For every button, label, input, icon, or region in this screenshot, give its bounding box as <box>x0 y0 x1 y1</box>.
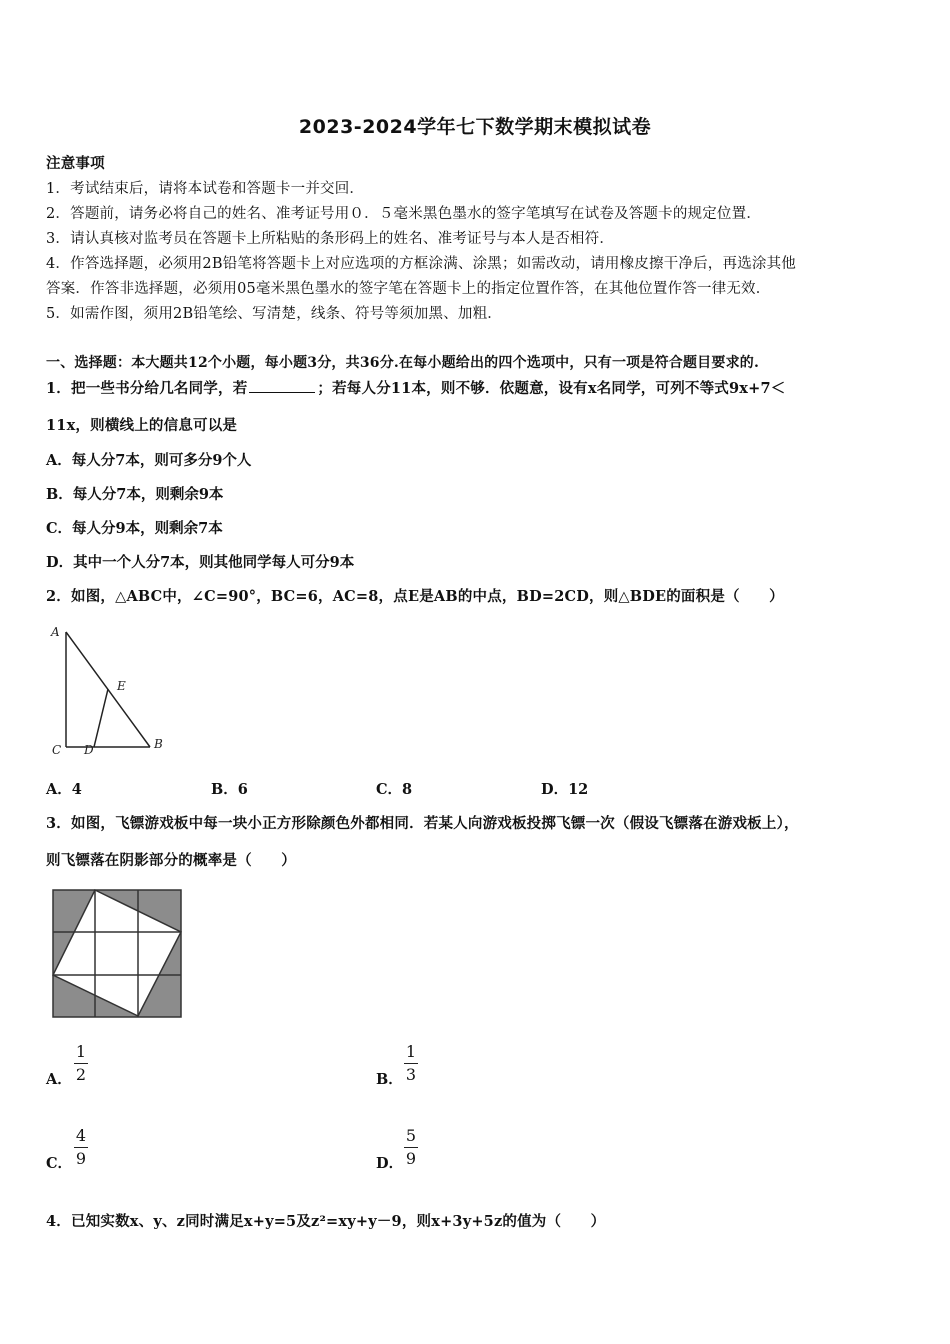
q1-option-c: C．每人分9本，则剩余7本 <box>46 520 223 537</box>
q3-option-d-label: D． <box>376 1155 404 1172</box>
section-heading: 一、选择题：本大题共12个小题，每小题3分，共36分.在每小题给出的四个选项中，只有一项是符合题目要求的. <box>46 355 760 371</box>
q1-option-a: A．每人分7本，则可多分9个人 <box>46 452 252 469</box>
notice-item-4-cont: 答案．作答非选择题，必须用05毫米黑色墨水的签字笔在答题卡上的指定位置作答，在其他位置作答一律无效． <box>46 281 771 297</box>
page-title: 2023-2024学年七下数学期末模拟试卷 <box>298 116 652 138</box>
notice-item-5: 5．如需作图，须用2B铅笔绘、写清楚，线条、符号等须加黑、加粗． <box>46 306 503 322</box>
answer-blank <box>249 380 315 393</box>
question-1-text-a: 1．把一些书分给几名同学，若 <box>46 380 248 397</box>
question-3-line-2: 则飞镖落在阴影部分的概率是（ ） <box>46 852 296 869</box>
label-c: C <box>52 743 62 757</box>
q2-option-d: D．12 <box>541 781 589 798</box>
question-2-text: 2．如图，△ABC中，∠C=90°，BC=6，AC=8，点E是AB的中点，BD=2CD，则△BDE的面积是（ ） <box>46 588 784 605</box>
q2-option-b: B．6 <box>211 781 248 798</box>
fraction-denominator: 9 <box>405 1149 417 1168</box>
notice-item-4: 4．作答选择题，必须用2B铅笔将答题卡上对应选项的方框涂满、涂黑；如需改动，请用橡皮擦干净后，再选涂其他 <box>46 256 797 272</box>
question-1-line-1 <box>46 377 785 398</box>
q2-option-a: A．4 <box>46 781 82 798</box>
notice-item-2: 2．答题前，请务必将自己的姓名、准考证号用０．５毫米黑色墨水的签字笔填写在试卷及答题卡的规定位置． <box>46 206 762 222</box>
question-1-line-2: 11x，则横线上的信息可以是 <box>46 417 238 434</box>
label-a: A <box>51 625 60 639</box>
fraction-numerator: 5 <box>405 1126 417 1145</box>
question-3-line-1: 3．如图，飞镖游戏板中每一块小正方形除颜色外都相同．若某人向游戏板投掷飞镖一次（假设飞镖落在游戏板上）， <box>46 815 799 832</box>
notice-item-1: 1．考试结束后，请将本试卷和答题卡一并交回． <box>46 181 365 197</box>
notice-item-3: 3．请认真核对监考员在答题卡上所粘贴的条形码上的姓名、准考证号与本人是否相符． <box>46 231 615 247</box>
q1-option-b: B．每人分7本，则剩余9本 <box>46 486 224 503</box>
q2-option-c: C．8 <box>376 781 413 798</box>
q3-option-a-fraction <box>74 1042 88 1085</box>
q3-option-b-fraction <box>404 1042 418 1085</box>
fraction-denominator: 2 <box>75 1065 87 1084</box>
question-1-text-b: ；若每人分11本，则不够．依题意，设有x名同学，可列不等式9x+7＜ <box>317 380 786 397</box>
fraction-denominator: 9 <box>75 1149 87 1168</box>
fraction-numerator: 1 <box>75 1042 87 1061</box>
q1-option-d: D．其中一个人分7本，则其他同学每人可分9本 <box>46 554 355 571</box>
triangle-figure <box>46 620 186 765</box>
fraction-numerator: 1 <box>405 1042 417 1061</box>
notice-heading: 注意事项 <box>46 155 105 172</box>
label-d: D <box>84 743 94 757</box>
label-e: E <box>117 679 126 693</box>
fraction-numerator: 4 <box>75 1126 87 1145</box>
question-4-text: 4．已知实数x、y、z同时满足x+y=5及z²=xy+y－9，则x+3y+5z的值为（ ） <box>46 1213 606 1230</box>
fraction-denominator: 3 <box>405 1065 417 1084</box>
q3-option-c-fraction <box>74 1126 88 1169</box>
segment-de <box>94 689 108 747</box>
label-b: B <box>154 737 163 751</box>
q3-option-a-label: A． <box>46 1071 72 1088</box>
q3-option-b-label: B． <box>376 1071 403 1088</box>
q3-option-c-label: C． <box>46 1155 73 1172</box>
q3-option-d-fraction <box>404 1126 418 1169</box>
dartboard-figure <box>52 889 183 1019</box>
